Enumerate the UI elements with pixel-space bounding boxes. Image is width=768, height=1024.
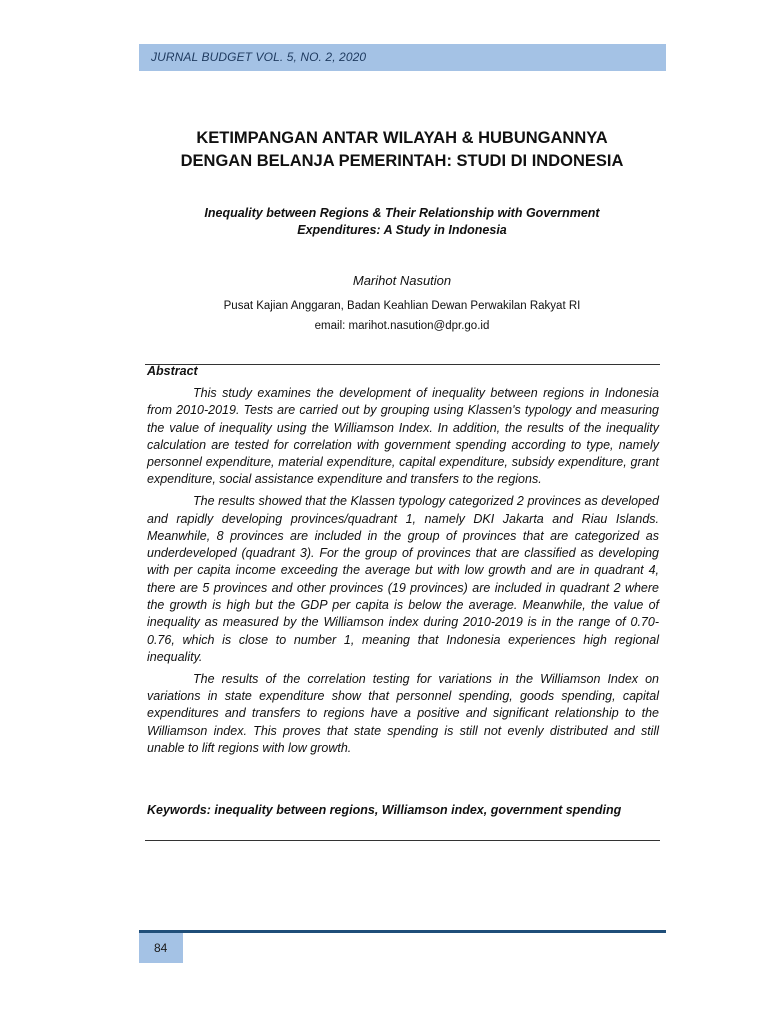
paper-title (100, 127, 704, 173)
author-name: Marihot Nasution (352, 273, 452, 288)
paper-subtitle-line-1: Inequality between Regions & Their Relationship with Government (204, 206, 600, 220)
author-affiliation: Pusat Kajian Anggaran, Badan Keahlian Dewan Perwakilan Rakyat RI (223, 300, 581, 312)
paper-subtitle-line-2: Expenditures: A Study in Indonesia (297, 223, 507, 237)
journal-title: JURNAL BUDGET VOL. 5, NO. 2, 2020 (151, 50, 367, 64)
page-number: 84 (154, 941, 168, 955)
paper-title-line-1: KETIMPANGAN ANTAR WILAYAH & HUBUNGANNYA (196, 129, 608, 147)
footer-rule (139, 930, 666, 933)
abstract-body (147, 385, 659, 762)
abstract-paragraph-1: This study examines the development of inequality between regions in Indonesia from 2010-2019. Tests are carried out by grouping using Klassen's typology and measuring the value of inequality using the Williamson Index. In addition, the results of the inequality calculation are tested for correlation with government spending according to type, namely personnel expenditure, material expenditure, capital expenditure, subsidy expenditure, grant expenditure, social assistance expenditure and transfers to the regions. (147, 386, 659, 487)
abstract-paragraph-2: The results showed that the Klassen typology categorized 2 provinces as developed and rapidly developing provinces/quadrant 1, namely DKI Jakarta and Riau Islands. Meanwhile, 8 provinces are included in the group of provinces that are categorized as underdeveloped (quadrant 3). For the group of provinces that are classified as developing with per capita income exceeding the average but with low growth and are in quadrant 4, there are 5 provinces and other provinces (19 provinces) are included in quadrant 2 where the growth is high but the GDP per capita is below the average. Meanwhile, the value of inequality as measured by the Williamson index during 2010-2019 is in the range of 0.70-0.76, which is close to number 1, meaning that Indonesia experiences high regional inequality. (147, 494, 659, 664)
paper-subtitle (120, 205, 684, 239)
abstract-bottom-rule (145, 840, 660, 841)
journal-header-banner (139, 44, 666, 71)
author-email: email: marihot.nasution@dpr.go.id (314, 320, 490, 332)
paper-title-line-2: DENGAN BELANJA PEMERINTAH: STUDI DI INDONESIA (180, 152, 624, 170)
abstract-heading: Abstract (147, 364, 198, 378)
page-number-box (139, 933, 183, 963)
keywords: Keywords: inequality between regions, Williamson index, government spending (147, 803, 622, 817)
abstract-top-rule (145, 364, 660, 365)
abstract-paragraph-3: The results of the correlation testing for variations in the Williamson Index on variations in state expenditure show that personnel spending, goods spending, capital expenditures and transfers to regions have a positive and significant relationship to the Williamson index. This proves that state spending is still not evenly distributed and still unable to lift regions with low growth. (147, 671, 659, 755)
